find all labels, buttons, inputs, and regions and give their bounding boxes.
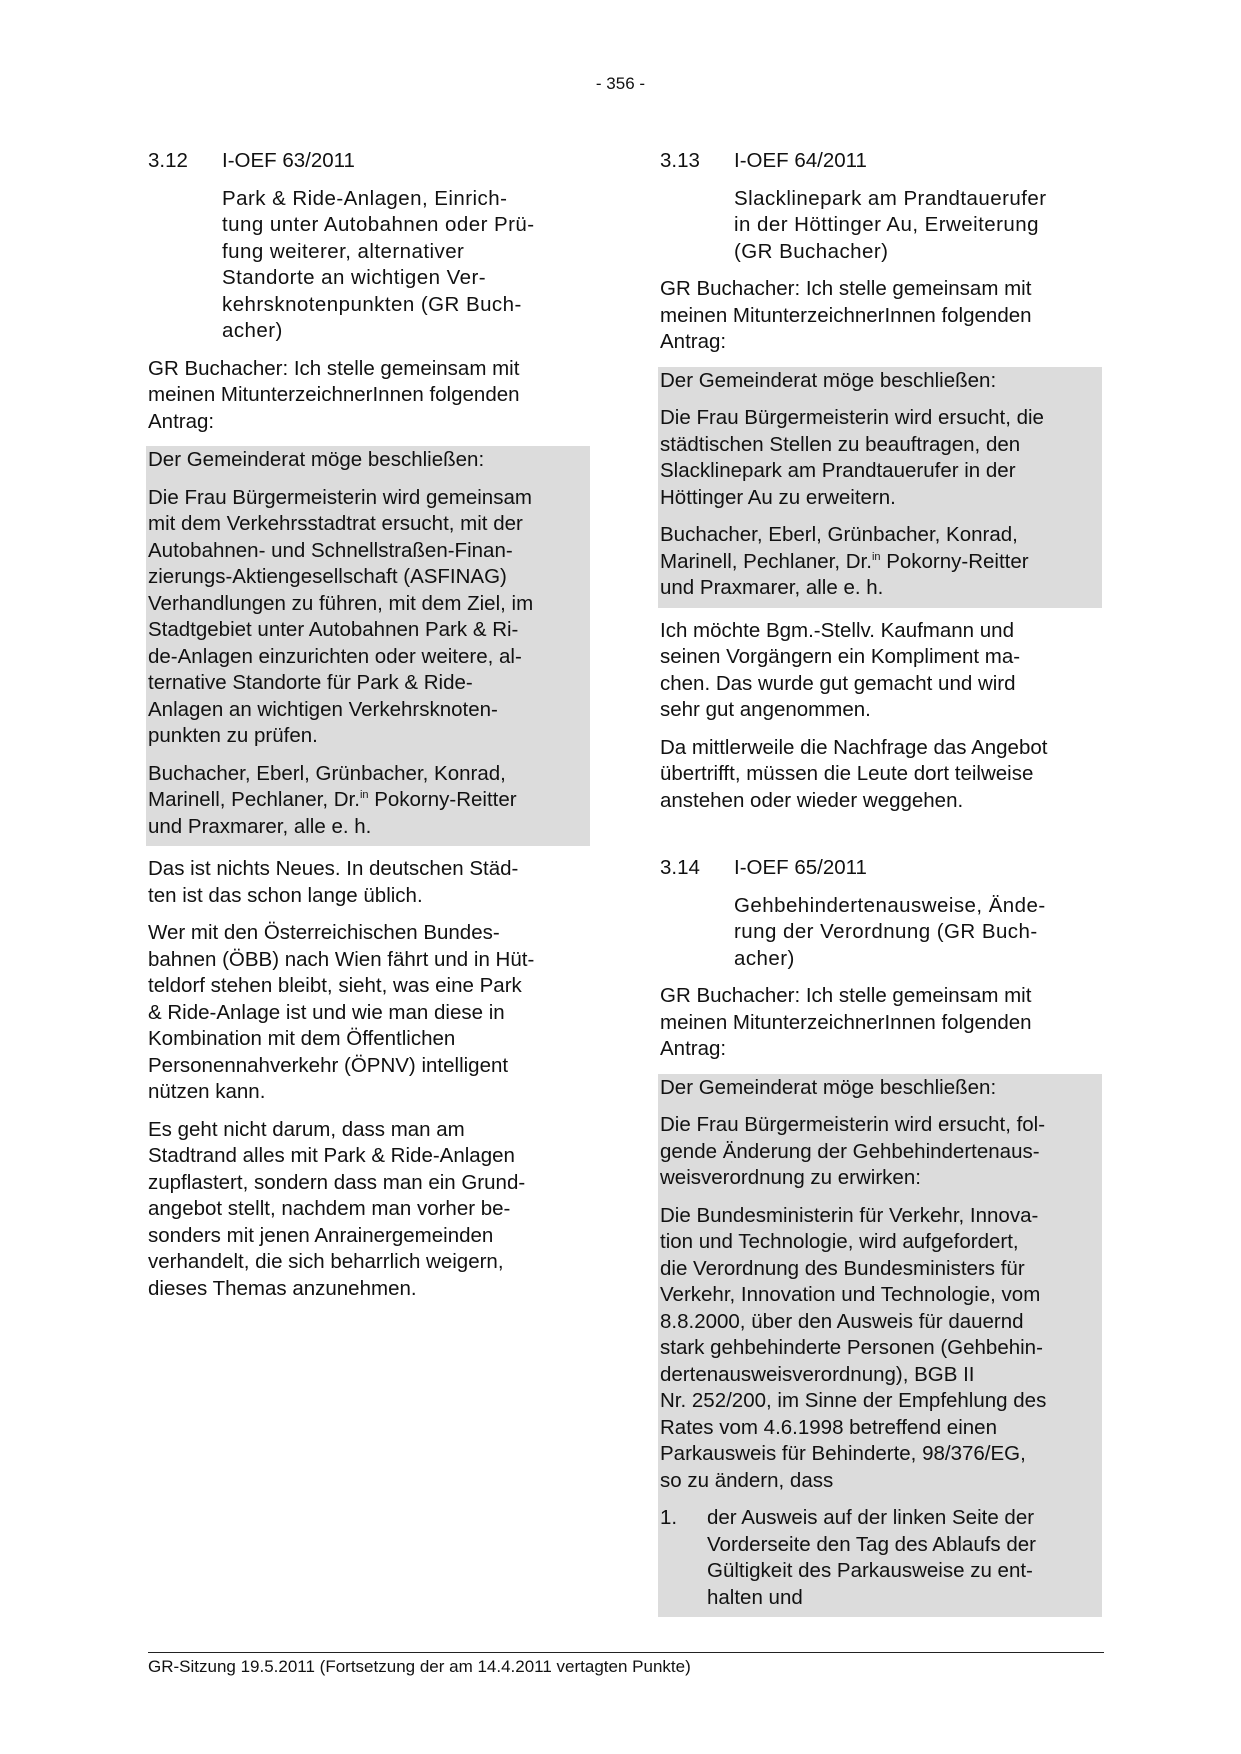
text-line: meinen MitunterzeichnerInnen folgenden — [148, 383, 520, 406]
text-line: & Ride-Anlage ist und wie man diese in — [148, 1000, 505, 1024]
text-line: chen. Das wurde gut gemacht und wird — [660, 671, 1016, 695]
resolution-heading: Der Gemeinderat möge beschließen: — [660, 1075, 997, 1099]
text-line: verhandelt, die sich beharrlich weigern, — [148, 1250, 504, 1273]
text-line: GR Buchacher: Ich stelle gemeinsam mit — [660, 277, 1032, 300]
agenda-item-code: I-OEF 63/2011 — [222, 149, 355, 172]
text-line: 8.8.2000, über den Ausweis für dauernd — [660, 1309, 1024, 1333]
text-line: gende Änderung der Gehbehindertenaus- — [660, 1139, 1040, 1163]
signers — [660, 522, 1098, 602]
text-line: weisverordnung zu erwirken: — [660, 1166, 921, 1189]
text-line: de-Anlagen einzurichten oder weitere, al- — [148, 644, 522, 668]
left-column — [148, 148, 590, 1313]
body-paragraph-1 — [148, 856, 590, 909]
text-line: Autobahnen- und Schnellstraßen-Finan- — [148, 538, 513, 562]
text-line: Stadtgebiet unter Autobahnen Park & Ri- — [148, 618, 519, 641]
title-line: rung der Verordnung (GR Buch- — [734, 920, 1038, 943]
title-line: kehrsknotenpunkten (GR Buch- — [222, 292, 522, 316]
body-paragraph-3 — [148, 1117, 590, 1303]
text-line: sonders mit jenen Anrainergemeinden — [148, 1223, 494, 1247]
text-span: Pokorny-Reitter — [880, 549, 1029, 573]
list-item — [660, 1505, 1098, 1611]
agenda-item-title — [734, 893, 1102, 973]
text-line: Slacklinepark am Prandtauerufer in der — [660, 459, 1016, 482]
title-line: acher) — [734, 946, 795, 970]
text-line: Die Frau Bürgermeisterin wird ersucht, die — [660, 406, 1044, 429]
text-line: Antrag: — [660, 330, 727, 353]
title-line: Park & Ride-Anlagen, Einrich- — [222, 186, 508, 210]
title-line: in der Höttinger Au, Erweiterung — [734, 213, 1039, 236]
right-column — [660, 148, 1102, 1627]
text-line: Die Bundesministerin für Verkehr, Innova- — [660, 1203, 1039, 1227]
text-line: mit dem Verkehrsstadtrat ersucht, mit der — [148, 512, 523, 535]
text-line: Gültigkeit des Parkausweise zu ent- — [707, 1559, 1033, 1582]
text-line: Buchacher, Eberl, Grünbacher, Konrad, — [148, 761, 506, 785]
text-line: Ich möchte Bgm.-Stellv. Kaufmann und — [660, 618, 1014, 642]
text-line: so zu ändern, dass — [660, 1468, 834, 1492]
text-line: halten und — [707, 1585, 803, 1609]
text-line: die Verordnung des Bundesministers für — [660, 1256, 1025, 1280]
text-line: Die Frau Bürgermeisterin wird ersucht, fol- — [660, 1113, 1046, 1136]
text-line: der Ausweis auf der linken Seite der — [707, 1506, 1035, 1529]
agenda-item-number: 3.14 — [660, 856, 700, 879]
text-line: Personennahverkehr (ÖPNV) intelligent — [148, 1053, 509, 1077]
agenda-item-header-3-13 — [660, 148, 1102, 175]
list-text — [707, 1505, 1036, 1611]
superscript: in — [359, 789, 369, 801]
agenda-item-title — [222, 186, 590, 345]
title-line: Slacklinepark am Prandtauerufer — [734, 186, 1047, 210]
text-line: Verkehr, Innovation und Technologie, vom — [660, 1283, 1041, 1306]
text-span: Marinell, Pechlaner, Dr. — [148, 788, 360, 811]
title-line: (GR Buchacher) — [734, 239, 889, 263]
text-line: Die Frau Bürgermeisterin wird gemeinsam — [148, 485, 532, 509]
page-number: - 356 - — [595, 74, 646, 93]
resolution-text — [148, 485, 586, 750]
agenda-item-number: 3.13 — [660, 149, 700, 172]
text-line: sehr gut angenommen. — [660, 698, 871, 721]
resolution-text — [660, 405, 1098, 511]
text-line: seinen Vorgängern ein Kompliment ma- — [660, 645, 1021, 668]
motion-box — [658, 1074, 1102, 1618]
text-line: Höttinger Au zu erweitern. — [660, 485, 896, 509]
text-span: Pokorny-Reitter — [368, 788, 517, 811]
title-line: fung weiterer, alternativer — [222, 239, 465, 263]
body-paragraph-2 — [148, 920, 590, 1106]
resolution-heading: Der Gemeinderat möge beschließen: — [660, 368, 997, 392]
agenda-item-header-3-14 — [660, 855, 1102, 882]
text-line: bahnen (ÖBB) nach Wien fährt und in Hüt- — [148, 947, 535, 971]
text-line: teldorf stehen bleibt, sieht, was eine Park — [148, 974, 522, 997]
text-line: Parkausweis für Behinderte, 98/376/EG, — [660, 1442, 1026, 1465]
agenda-item-header-3-12 — [148, 148, 590, 175]
spacer — [660, 825, 1102, 855]
text-line: Rates vom 4.6.1998 betreffend einen — [660, 1415, 997, 1439]
body-paragraph-1 — [660, 618, 1102, 724]
text-line: anstehen oder wieder weggehen. — [660, 788, 964, 812]
text-line: Das ist nichts Neues. In deutschen Städ- — [148, 857, 519, 880]
intro-paragraph — [148, 356, 590, 436]
intro-paragraph — [660, 983, 1102, 1063]
agenda-item-title — [734, 186, 1102, 266]
text-line: Wer mit den Österreichischen Bundes- — [148, 921, 500, 944]
text-line: GR Buchacher: Ich stelle gemeinsam mit — [660, 984, 1032, 1007]
text-line: meinen MitunterzeichnerInnen folgenden — [660, 1010, 1032, 1034]
superscript: in — [871, 550, 881, 563]
text-line: übertrifft, müssen die Leute dort teilweise — [660, 762, 1034, 785]
agenda-item-code: I-OEF 65/2011 — [734, 856, 867, 879]
list-number: 1. — [660, 1506, 678, 1529]
text-line: Vorderseite den Tag des Ablaufs der — [707, 1532, 1036, 1556]
motion-box — [658, 367, 1102, 608]
resolution-heading: Der Gemeinderat möge beschließen: — [148, 448, 485, 471]
text-line: Buchacher, Eberl, Grünbacher, Konrad, — [660, 523, 1018, 546]
agenda-item-number: 3.12 — [148, 149, 188, 172]
title-line: Standorte an wichtigen Ver- — [222, 266, 486, 289]
text-line: zupflastert, sondern dass man ein Grund- — [148, 1170, 526, 1194]
text-line: ten ist das schon lange üblich. — [148, 883, 423, 907]
agenda-item-code: I-OEF 64/2011 — [734, 149, 867, 172]
text-line: Da mittlerweile die Nachfrage das Angebot — [660, 735, 1048, 759]
text-line: Antrag: — [148, 409, 215, 433]
text-line: tion und Technologie, wird aufgefordert, — [660, 1230, 1019, 1253]
resolution-text — [660, 1112, 1098, 1192]
motion-box — [146, 446, 590, 846]
text-line: ternative Standorte für Park & Ride- — [148, 671, 473, 694]
text-line: Antrag: — [660, 1037, 727, 1060]
text-line: meinen MitunterzeichnerInnen folgenden — [660, 303, 1032, 327]
text-line: dertenausweisverordnung), BGB II — [660, 1362, 975, 1386]
text-line — [148, 787, 586, 814]
text-line: nützen kann. — [148, 1080, 266, 1103]
text-line: Verhandlungen zu führen, mit dem Ziel, im — [148, 591, 534, 615]
text-line: dieses Themas anzunehmen. — [148, 1276, 417, 1300]
text-line: GR Buchacher: Ich stelle gemeinsam mit — [148, 356, 520, 380]
text-line: Kombination mit dem Öffentlichen — [148, 1027, 456, 1050]
text-line: Es geht nicht darum, dass man am — [148, 1117, 465, 1141]
text-line: Stadtrand alles mit Park & Ride-Anlagen — [148, 1144, 515, 1167]
text-line: Anlagen an wichtigen Verkehrsknoten- — [148, 697, 498, 721]
text-line: und Praxmarer, alle e. h. — [148, 814, 372, 838]
resolution-text — [660, 1203, 1098, 1495]
text-line: angebot stellt, nachdem man vorher be- — [148, 1197, 511, 1220]
signers — [148, 761, 586, 841]
page-footer: GR-Sitzung 19.5.2011 (Fortsetzung der am 14.4.2011 vertagten Punkte) — [148, 1652, 1104, 1677]
text-line: stark gehbehinderte Personen (Gehbehin- — [660, 1336, 1043, 1359]
text-line — [660, 549, 1098, 576]
intro-paragraph — [660, 276, 1102, 356]
title-line: acher) — [222, 319, 283, 342]
text-line: städtischen Stellen zu beauftragen, den — [660, 432, 1021, 456]
text-line: und Praxmarer, alle e. h. — [660, 576, 884, 599]
body-paragraph-2 — [660, 735, 1102, 815]
title-line: Gehbehindertenausweise, Ände- — [734, 893, 1046, 917]
text-line: punkten zu prüfen. — [148, 724, 318, 747]
text-line: Nr. 252/200, im Sinne der Empfehlung des — [660, 1389, 1047, 1412]
text-line: zierungs-Aktiengesellschaft (ASFINAG) — [148, 565, 507, 588]
text-span: Marinell, Pechlaner, Dr. — [660, 549, 872, 573]
title-line: tung unter Autobahnen oder Prü- — [222, 213, 535, 236]
